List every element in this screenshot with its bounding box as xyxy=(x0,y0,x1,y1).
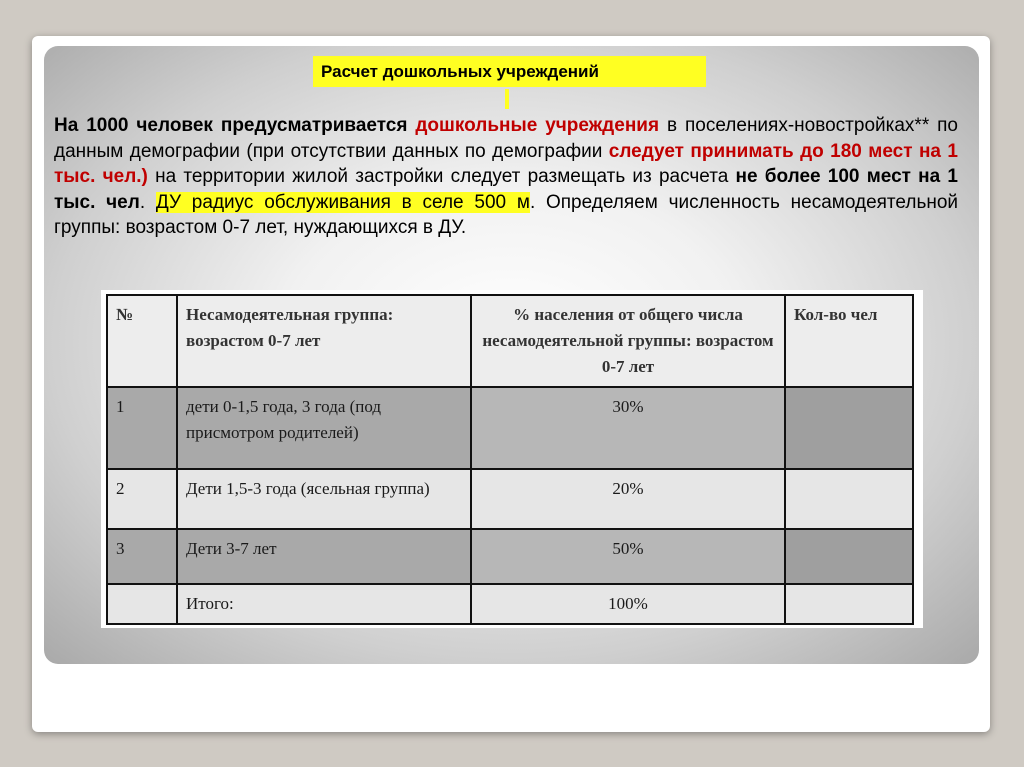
table-row xyxy=(107,387,913,469)
para-part-1: На 1000 человек предусматривается xyxy=(54,115,416,136)
header-percent: % населения от общего числа несамодеятельной группы: возрастом 0-7 лет xyxy=(471,295,785,387)
row-number: 1 xyxy=(107,387,177,469)
row-count xyxy=(785,387,913,469)
slide-title: Расчет дошкольных учреждений xyxy=(313,56,706,87)
row-count xyxy=(785,469,913,529)
description-paragraph xyxy=(54,113,958,241)
para-part-5: на территории жилой застройки следует размещать из расчета xyxy=(147,166,736,187)
table-header-row xyxy=(107,295,913,387)
row-group: Итого: xyxy=(177,584,471,624)
age-group-table xyxy=(106,294,914,625)
para-part-8: ДУ радиус обслуживания в селе 500 м xyxy=(155,191,530,213)
para-part-2: дошкольные учреждения xyxy=(415,115,660,136)
table-row-total xyxy=(107,584,913,624)
row-percent: 20% xyxy=(471,469,785,529)
para-part-3: в поселениях-новостройках** по данным демографии (при отсутствии данных по демографии xyxy=(54,115,958,162)
para-part-4: следует принимать до 180 мест на 1 тыс. чел.) xyxy=(54,140,958,187)
para-part-6: не более 100 мест на 1 тыс. чел xyxy=(54,166,958,213)
table-row xyxy=(107,529,913,584)
row-group: Дети 1,5-3 года (ясельная группа) xyxy=(177,469,471,529)
title-marker xyxy=(505,89,509,109)
header-count: Кол-во чел xyxy=(785,295,913,387)
row-percent: 30% xyxy=(471,387,785,469)
row-percent: 100% xyxy=(471,584,785,624)
row-percent: 50% xyxy=(471,529,785,584)
row-count xyxy=(785,584,913,624)
header-number: № xyxy=(107,295,177,387)
para-part-7: . xyxy=(139,191,156,213)
row-count xyxy=(785,529,913,584)
table-row xyxy=(107,469,913,529)
row-group: дети 0-1,5 года, 3 года (под присмотром родителей) xyxy=(177,387,471,469)
row-number: 2 xyxy=(107,469,177,529)
para-part-9: . Определяем численность несамодеятельной группы: возрастом 0-7 лет, нуждающихся в ДУ. xyxy=(54,191,959,238)
table-container xyxy=(101,290,923,628)
row-group: Дети 3-7 лет xyxy=(177,529,471,584)
header-group: Несамодеятельная группа: возрастом 0-7 лет xyxy=(177,295,471,387)
row-number: 3 xyxy=(107,529,177,584)
row-number xyxy=(107,584,177,624)
